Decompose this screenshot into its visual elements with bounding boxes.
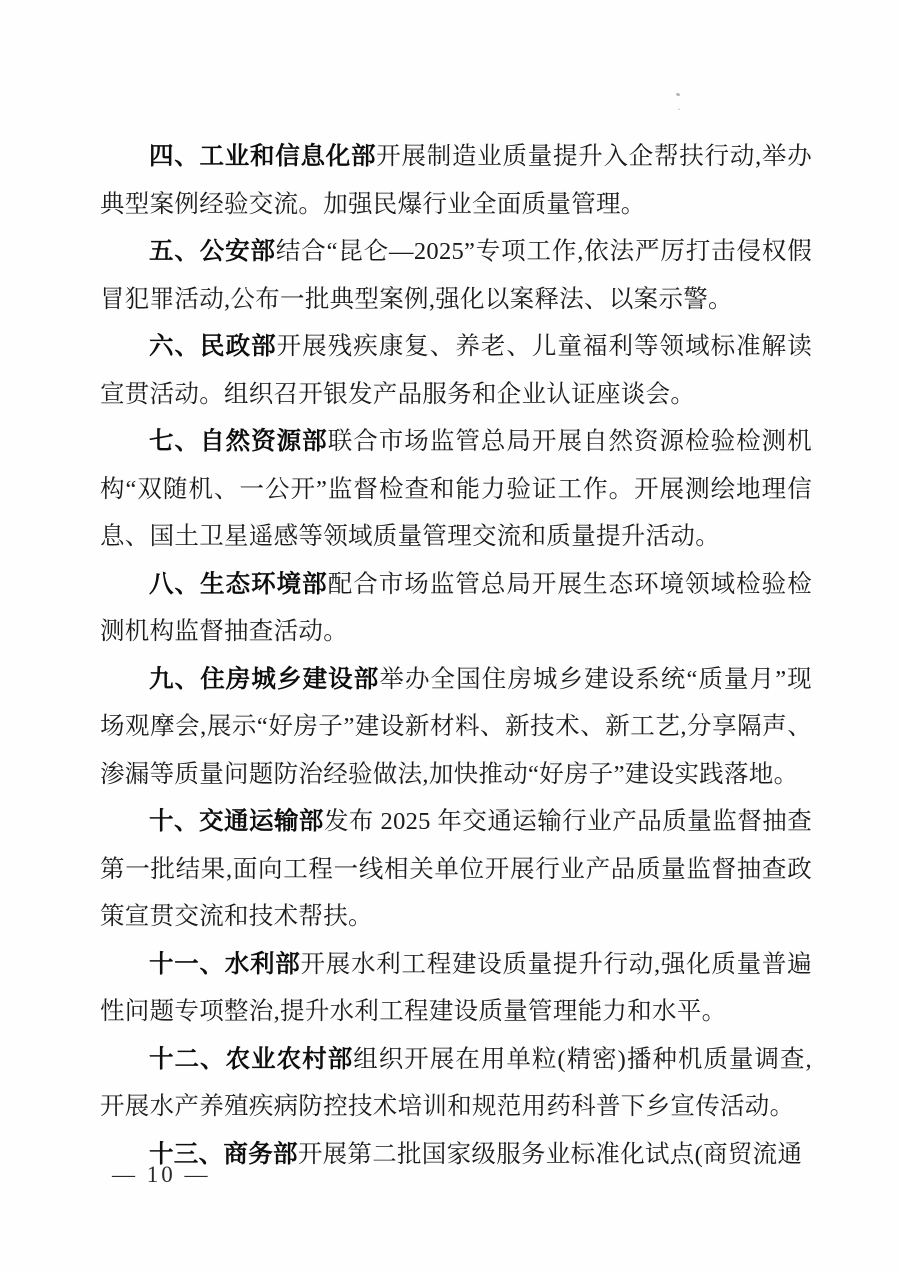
document-body <box>100 133 812 1178</box>
paragraph-text: 开展第二批国家级服务业标准化试点(商贸流通 <box>297 1140 803 1168</box>
paragraph-lead: 七、自然资源部 <box>149 428 328 455</box>
page-number: — 10 — <box>112 1162 211 1187</box>
scan-artifact-speck <box>676 92 681 96</box>
paragraph <box>100 656 812 799</box>
paragraph-text: 举办全国住房城乡建设系统“质量月”现场观摩会,展示“好房子”建设新材料、新技术、新工艺,分享隔声、渗漏等质量问题防治经验做法,加快推动“好房子”建设实践落地。 <box>100 665 812 788</box>
paragraph-lead: 十三、商务部 <box>149 1140 298 1168</box>
paragraph-text: 结合“昆仑—2025”专项工作,依法严厉打击侵权假冒犯罪活动,公布一批典型案例,强化以案释法、以案示警。 <box>100 238 813 313</box>
paragraph <box>100 941 812 1036</box>
paragraph <box>100 418 812 561</box>
paragraph-text: 配合市场监管总局开展生态环境领域检验检测机构监督抽查活动。 <box>100 570 812 645</box>
paragraph-lead: 九、住房城乡建设部 <box>149 665 380 693</box>
paragraph <box>100 228 812 323</box>
paragraph-text: 开展残疾康复、养老、儿童福利等领域标准解读宣贯活动。组织召开银发产品服务和企业认证座谈会。 <box>100 333 812 408</box>
paragraph <box>100 323 812 418</box>
paragraph-lead: 四、工业和信息化部 <box>149 143 377 170</box>
paragraph-lead: 五、公安部 <box>149 238 276 265</box>
paragraph-lead: 六、民政部 <box>149 333 277 360</box>
paragraph <box>100 1036 812 1131</box>
paragraph-text: 组织开展在用单粒(精密)播种机质量调查,开展水产养殖疾病防控技术培训和规范用药科普下乡宣传活动。 <box>100 1045 812 1120</box>
paragraph-text: 开展水利工程建设质量提升行动,强化质量普遍性问题专项整治,提升水利工程建设质量管理能力和水平。 <box>100 950 812 1025</box>
paragraph-lead: 十、交通运输部 <box>149 808 324 835</box>
paragraph-lead: 十一、水利部 <box>149 950 301 978</box>
paragraph <box>100 133 812 228</box>
paragraph-text: 联合市场监管总局开展自然资源检验检测机构“双随机、一公开”监督检查和能力验证工作。开展测绘地理信息、国土卫星遥感等领域质量管理交流和质量提升活动。 <box>100 428 812 550</box>
paragraph-text: 开展制造业质量提升入企帮扶行动,举办典型案例经验交流。加强民爆行业全面质量管理。 <box>100 143 812 218</box>
paragraph <box>100 798 812 941</box>
paragraph-lead: 十二、农业农村部 <box>149 1045 354 1073</box>
paragraph-text: 发布 2025 年交通运输行业产品质量监督抽查第一批结果,面向工程一线相关单位开展行业产品质量监督抽查政策宣贯交流和技术帮扶。 <box>100 808 812 930</box>
paragraph-lead: 八、生态环境部 <box>149 570 328 598</box>
paragraph <box>100 561 812 656</box>
